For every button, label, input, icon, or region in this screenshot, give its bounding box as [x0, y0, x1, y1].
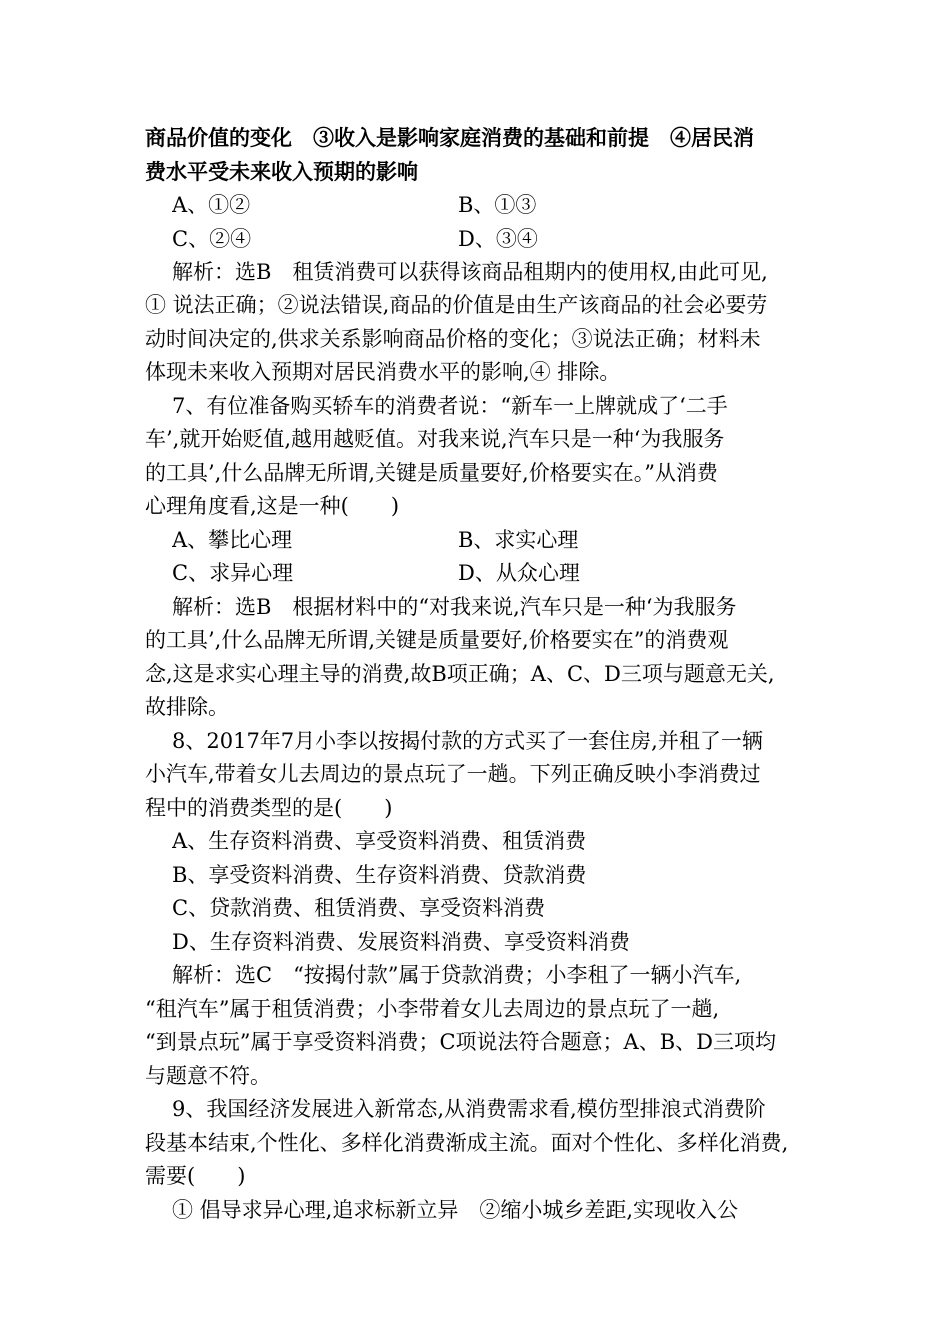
q8-stem-line-2: 小汽车,带着女儿去周边的景点玩了一趟。下列正确反映小李消费过	[145, 762, 761, 786]
q7-stem-line-4: 心理角度看,这是一种( )	[145, 494, 400, 518]
q6-option-c: C、②④	[172, 227, 252, 251]
q7-option-b: B、求实心理	[458, 528, 579, 552]
q6-analysis-line-2: ① 说法正确；②说法错误,商品的价值是由生产该商品的社会必要劳	[145, 293, 768, 317]
q8-option-c: C、贷款消费、租赁消费、享受资料消费	[172, 896, 546, 920]
q8-analysis-line-4: 与题意不符。	[145, 1064, 271, 1088]
q6-analysis-line-1: 解析：选B 租赁消费可以获得该商品租期内的使用权,由此可见,	[172, 260, 768, 284]
q6-option-b: B、①③	[458, 193, 537, 217]
q8-analysis-line-3: “到景点玩”属于享受资料消费；C项说法符合题意；A、B、D三项均	[145, 1030, 776, 1054]
q8-stem-line-3: 程中的消费类型的是( )	[145, 796, 393, 820]
q7-option-c: C、求异心理	[172, 561, 294, 585]
q7-option-d: D、从众心理	[458, 561, 580, 585]
q6-option-d: D、③④	[458, 227, 538, 251]
q7-analysis-line-4: 故排除。	[145, 695, 229, 719]
q6-analysis-line-3: 动时间决定的,供求关系影响商品价格的变化；③说法正确；材料未	[145, 327, 761, 351]
q8-stem-line-1: 8、2017年7月小李以按揭付款的方式买了一套住房,并租了一辆	[172, 729, 763, 753]
q8-option-b: B、享受资料消费、生存资料消费、贷款消费	[172, 863, 587, 887]
q7-analysis-line-2: 的工具’,什么品牌无所谓,关键是质量要好,价格要实在”的消费观	[145, 628, 729, 652]
q6-stem-continued-line-1: 商品价值的变化 ③收入是影响家庭消费的基础和前提 ④居民消	[145, 125, 754, 150]
q9-stem-line-1: 9、我国经济发展进入新常态,从消费需求看,模仿型排浪式消费阶	[172, 1097, 766, 1121]
q9-stem-line-2: 段基本结束,个性化、多样化消费渐成主流。面对个性化、多样化消费,	[145, 1131, 789, 1155]
q8-option-a: A、生存资料消费、享受资料消费、租赁消费	[172, 829, 587, 853]
q7-analysis-line-3: 念,这是求实心理主导的消费,故B项正确；A、C、D三项与题意无关,	[145, 662, 775, 686]
q7-stem-line-2: 车’,就开始贬值,越用越贬值。对我来说,汽车只是一种‘为我服务	[145, 427, 725, 451]
q8-analysis-line-1: 解析：选C “按揭付款”属于贷款消费；小李租了一辆小汽车,	[172, 963, 742, 987]
q7-stem-line-1: 7、有位准备购买轿车的消费者说：“新车一上牌就成了‘二手	[172, 394, 728, 418]
q7-analysis-line-1: 解析：选B 根据材料中的“对我来说,汽车只是一种‘为我服务	[172, 595, 737, 619]
q6-analysis-line-4: 体现未来收入预期对居民消费水平的影响,④ 排除。	[145, 360, 621, 384]
q9-stem-line-3: 需要( )	[145, 1164, 246, 1188]
q9-items-line-1: ① 倡导求异心理,追求标新立异 ②缩小城乡差距,实现收入公	[172, 1198, 739, 1222]
q6-stem-continued-line-2: 费水平受未来收入预期的影响	[145, 159, 418, 184]
q6-option-a: A、①②	[172, 193, 251, 217]
q7-option-a: A、攀比心理	[172, 528, 293, 552]
q8-analysis-line-2: “租汽车”属于租赁消费；小李带着女儿去周边的景点玩了一趟,	[145, 997, 720, 1021]
q7-stem-line-3: 的工具’,什么品牌无所谓,关键是质量要好,价格要实在。”从消费	[145, 461, 718, 485]
q8-option-d: D、生存资料消费、发展资料消费、享受资料消费	[172, 930, 630, 954]
